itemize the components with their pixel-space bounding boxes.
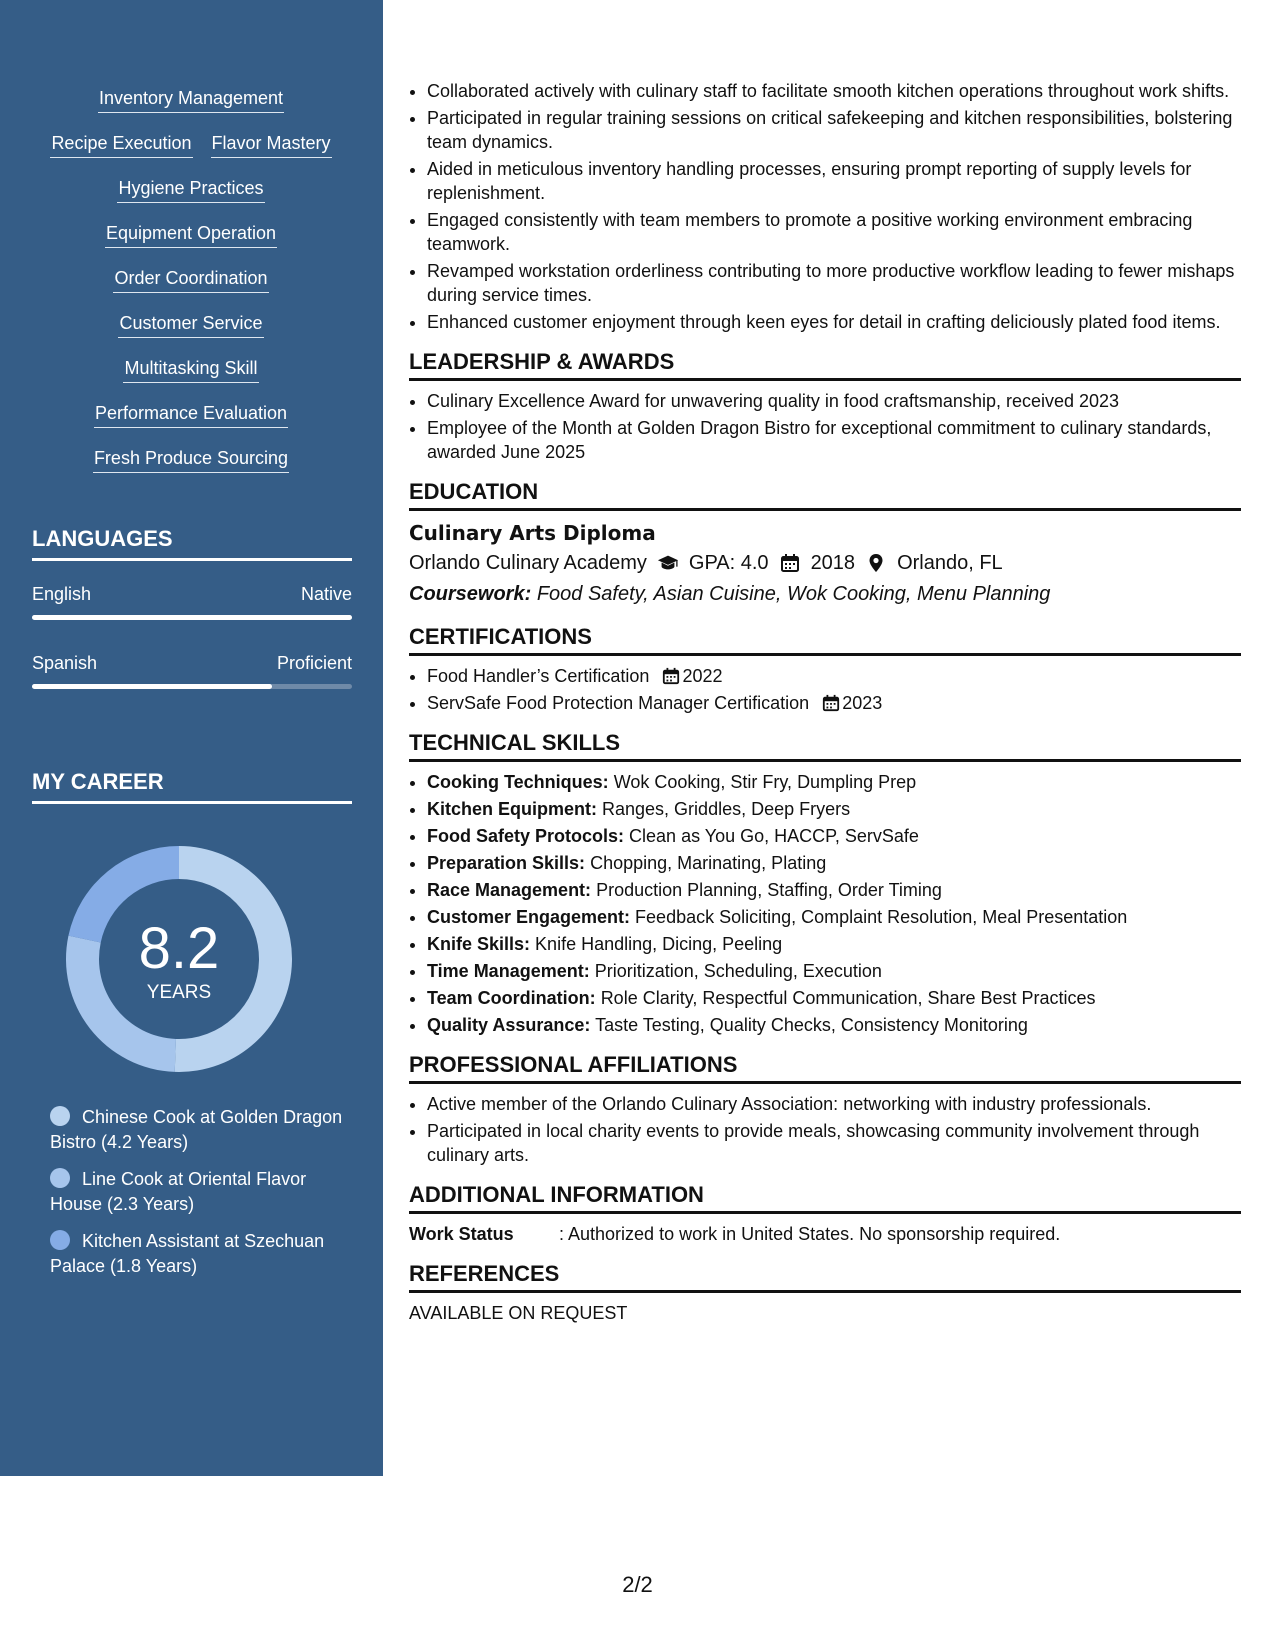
language-bar-fill bbox=[32, 684, 272, 689]
section-title: CERTIFICATIONS bbox=[409, 623, 1241, 656]
certification-item bbox=[427, 664, 1241, 688]
skill-label: Race Management: bbox=[427, 880, 592, 900]
language-bar-fill bbox=[32, 615, 352, 620]
language-name: English bbox=[32, 584, 92, 604]
education-location: Orlando, FL bbox=[897, 552, 1003, 574]
work-status-value: : Authorized to work in United States. No sponsorship required. bbox=[559, 1224, 1061, 1244]
language-level: Proficient bbox=[276, 653, 352, 673]
skill-tag: Inventory Management bbox=[98, 86, 284, 113]
skill-row bbox=[30, 86, 352, 131]
career-item bbox=[50, 1229, 350, 1279]
section-title: PROFESSIONAL AFFILIATIONS bbox=[409, 1051, 1241, 1084]
skill-tag: Hygiene Practices bbox=[117, 176, 264, 203]
career-heading: MY CAREER bbox=[32, 769, 352, 804]
skill-row bbox=[30, 131, 352, 176]
education-school: Orlando Culinary Academy bbox=[409, 552, 647, 574]
career-list bbox=[50, 1105, 350, 1291]
skills-list bbox=[30, 86, 352, 491]
education-year: 2018 bbox=[810, 552, 856, 574]
section-title: TECHNICAL SKILLS bbox=[409, 729, 1241, 762]
certification-item bbox=[427, 691, 1241, 715]
skill-label: Time Management: bbox=[427, 961, 590, 981]
references-text: AVAILABLE ON REQUEST bbox=[409, 1303, 628, 1323]
skill-label: Customer Engagement: bbox=[427, 907, 631, 927]
skill-label: Knife Skills: bbox=[427, 934, 531, 954]
work-status-label: Work Status bbox=[409, 1224, 514, 1244]
career-donut-chart bbox=[66, 846, 292, 1072]
experience-bullet: • Enhanced customer enjoyment through keen eyes for detail in crafting deliciously plated food items. bbox=[427, 310, 1241, 334]
skill-row bbox=[30, 266, 352, 311]
technical-skill-item bbox=[427, 851, 1241, 875]
section-title: LEADERSHIP & AWARDS bbox=[409, 348, 1241, 381]
experience-bullet: • Participated in regular training sessions on critical safekeeping and kitchen responsibilities, bolstering team dynamics. bbox=[427, 106, 1241, 154]
career-item bbox=[50, 1167, 350, 1217]
technical-skill-item bbox=[427, 878, 1241, 902]
language-name: Spanish bbox=[32, 653, 98, 673]
main-content bbox=[409, 79, 1241, 1325]
additional-info-section bbox=[409, 1181, 1241, 1246]
technical-skill-item bbox=[427, 770, 1241, 794]
career-label: Chinese Cook at Golden Dragon Bistro (4.2 Years) bbox=[50, 1107, 343, 1152]
skill-tag: Multitasking Skill bbox=[123, 356, 258, 383]
skill-label: Cooking Techniques: bbox=[427, 772, 609, 792]
leadership-section bbox=[409, 348, 1241, 464]
education-details bbox=[409, 547, 1241, 579]
career-label: Line Cook at Oriental Flavor House (2.3 Years) bbox=[50, 1169, 307, 1214]
sidebar bbox=[0, 0, 383, 1476]
section-title: EDUCATION bbox=[409, 478, 1241, 511]
skill-label: Quality Assurance: bbox=[427, 1015, 591, 1035]
language-level: Native bbox=[300, 584, 352, 604]
skill-tag: Flavor Mastery bbox=[211, 131, 332, 158]
skill-label: Preparation Skills: bbox=[427, 853, 586, 873]
skill-label: Kitchen Equipment: bbox=[427, 799, 597, 819]
location-pin-icon bbox=[865, 553, 887, 573]
coursework-text: Food Safety, Asian Cuisine, Wok Cooking, Menu Planning bbox=[536, 583, 1051, 605]
skill-tag: Customer Service bbox=[118, 311, 263, 338]
education-coursework bbox=[409, 579, 1241, 609]
career-label: Kitchen Assistant at Szechuan Palace (1.8 Years) bbox=[50, 1231, 325, 1276]
experience-bullet: • Aided in meticulous inventory handling processes, ensuring prompt reporting of supply levels for replenishment. bbox=[427, 157, 1241, 205]
experience-bullets bbox=[409, 79, 1241, 334]
experience-bullet: • Revamped workstation orderliness contributing to more productive workflow leading to fewer mishaps during service times. bbox=[427, 259, 1241, 307]
skill-value: Feedback Soliciting, Complaint Resolution, Meal Presentation bbox=[635, 907, 1128, 927]
calendar-icon bbox=[822, 694, 840, 712]
language-bar bbox=[32, 615, 352, 620]
skill-tag: Recipe Execution bbox=[50, 131, 192, 158]
skill-row bbox=[30, 401, 352, 446]
skill-value: Production Planning, Staffing, Order Timing bbox=[596, 880, 942, 900]
language-english bbox=[32, 584, 352, 620]
skill-tag: Order Coordination bbox=[113, 266, 268, 293]
skill-row bbox=[30, 221, 352, 266]
skill-tag: Fresh Produce Sourcing bbox=[93, 446, 289, 473]
skill-tag: Performance Evaluation bbox=[94, 401, 288, 428]
skill-label: Food Safety Protocols: bbox=[427, 826, 625, 846]
certification-name: ServSafe Food Protection Manager Certification bbox=[427, 693, 810, 713]
award-item: • Employee of the Month at Golden Dragon Bistro for exceptional commitment to culinary standards, awarded June 2025 bbox=[427, 416, 1241, 464]
affiliation-item: • Active member of the Orlando Culinary Association: networking with industry professionals. bbox=[427, 1092, 1241, 1116]
skill-value: Clean as You Go, HACCP, ServSafe bbox=[629, 826, 919, 846]
certifications-section bbox=[409, 623, 1241, 715]
technical-skill-item bbox=[427, 1013, 1241, 1037]
technical-skill-item bbox=[427, 932, 1241, 956]
section-title: ADDITIONAL INFORMATION bbox=[409, 1181, 1241, 1214]
affiliation-item: • Participated in local charity events to provide meals, showcasing community involvement through culinary arts. bbox=[427, 1119, 1241, 1167]
career-total: 8.2 bbox=[138, 916, 220, 981]
skill-value: Prioritization, Scheduling, Execution bbox=[594, 961, 882, 981]
career-dot bbox=[50, 1106, 70, 1126]
career-item bbox=[50, 1105, 350, 1155]
skill-value: Taste Testing, Quality Checks, Consistency Monitoring bbox=[595, 1015, 1028, 1035]
certification-year: 2022 bbox=[682, 666, 723, 686]
technical-skills-section bbox=[409, 729, 1241, 1037]
coursework-label: Coursework: bbox=[409, 583, 532, 605]
experience-bullet: • Collaborated actively with culinary staff to facilitate smooth kitchen operations throughout work shifts. bbox=[427, 79, 1241, 103]
skill-row bbox=[30, 311, 352, 356]
technical-skill-item bbox=[427, 959, 1241, 983]
calendar-icon bbox=[662, 667, 680, 685]
career-dot bbox=[50, 1230, 70, 1250]
technical-skill-item bbox=[427, 797, 1241, 821]
language-bar bbox=[32, 684, 352, 689]
education-degree: Culinary Arts Diploma bbox=[409, 521, 656, 545]
languages-heading: LANGUAGES bbox=[32, 526, 352, 561]
experience-bullet: • Engaged consistently with team members to promote a positive working environment embracing teamwork. bbox=[427, 208, 1241, 256]
graduation-cap-icon bbox=[657, 553, 679, 573]
award-item: • Culinary Excellence Award for unwavering quality in food craftsmanship, received 2023 bbox=[427, 389, 1241, 413]
skill-row bbox=[30, 176, 352, 221]
section-title: REFERENCES bbox=[409, 1260, 1241, 1293]
skill-row bbox=[30, 446, 352, 491]
technical-skill-item bbox=[427, 905, 1241, 929]
skill-value: Wok Cooking, Stir Fry, Dumpling Prep bbox=[613, 772, 917, 792]
language-spanish bbox=[32, 653, 352, 689]
technical-skill-item bbox=[427, 824, 1241, 848]
career-dot bbox=[50, 1168, 70, 1188]
career-unit: YEARS bbox=[146, 982, 212, 1003]
skill-row bbox=[30, 356, 352, 401]
skill-value: Role Clarity, Respectful Communication, Share Best Practices bbox=[600, 988, 1096, 1008]
certification-name: Food Handler’s Certification bbox=[427, 666, 650, 686]
skill-value: Ranges, Griddles, Deep Fryers bbox=[602, 799, 851, 819]
skill-value: Chopping, Marinating, Plating bbox=[590, 853, 827, 873]
affiliations-section bbox=[409, 1051, 1241, 1167]
skill-value: Knife Handling, Dicing, Peeling bbox=[535, 934, 783, 954]
references-section bbox=[409, 1260, 1241, 1325]
skill-tag: Equipment Operation bbox=[105, 221, 277, 248]
certification-year: 2023 bbox=[842, 693, 883, 713]
skill-label: Team Coordination: bbox=[427, 988, 596, 1008]
technical-skill-item bbox=[427, 986, 1241, 1010]
education-section bbox=[409, 478, 1241, 609]
education-gpa: GPA: 4.0 bbox=[688, 552, 769, 574]
page-number: 2/2 bbox=[622, 1572, 653, 1597]
calendar-icon bbox=[779, 553, 801, 573]
work-status-row bbox=[409, 1222, 1241, 1246]
